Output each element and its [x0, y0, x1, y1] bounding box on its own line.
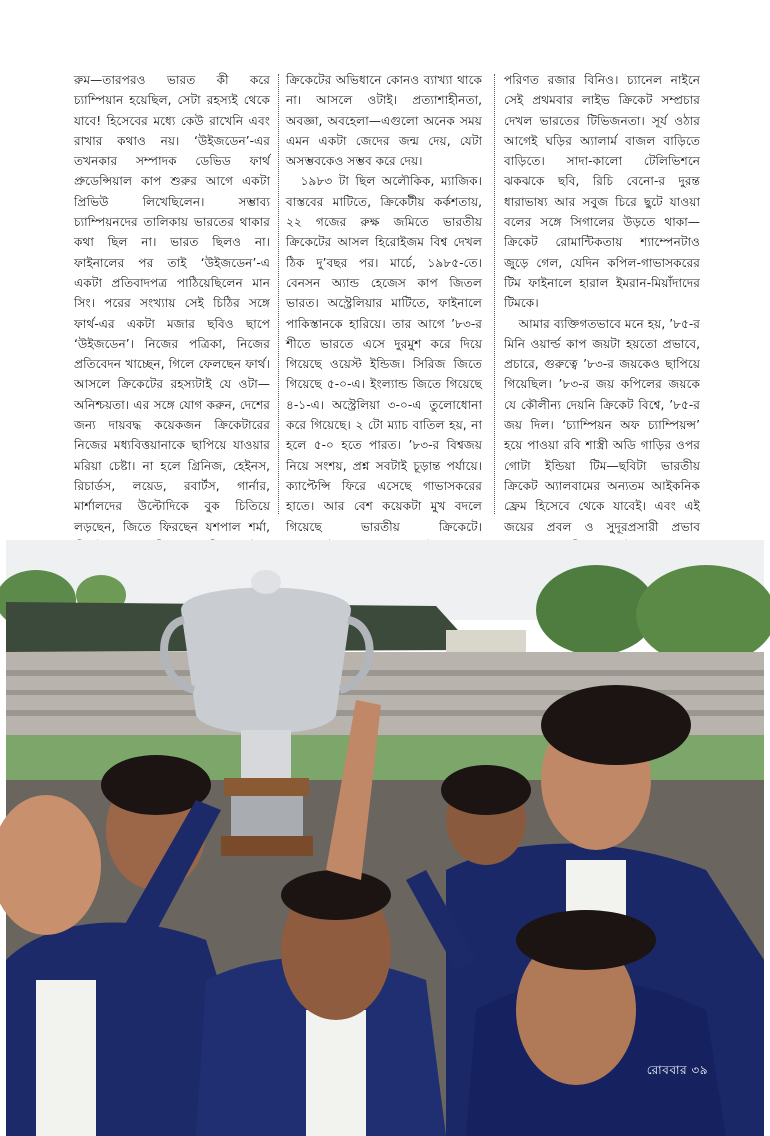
article-paragraph: রুম—তারপরও ভারত কী করে চ্যাম্পিয়ান হয়েছিল, সেটা রহস্যই থেকে যাবে! হিসেবের মধ্যে কেউ রাখেনি এবং রাখার কথাও নয়। ‘উইজডেন’-এর তখনকার সম্পাদক ডেভিড ফার্থ প্রুডেন্সিয়াল কাপ শুরুর আগে একটা প্রিভিউ লিখেছিলেন। সম্ভাব্য চ্যাম্পিয়নদের তালিকায় ভারতের থাকার কথা ছিল না। ভারত ছিলও না। ফাইনালের পর তাই ‘উইজডেন’-এ একটা প্রতিবাদপত্র পাঠিয়েছিলেন মান সিং। পরের সংখ্যায় সেই চিঠির সঙ্গে ফার্থ-এর একটা মজার ছবিও ছাপে ‘উইজডেন’। নিজের পত্রিকা, নিজের প্রতিবেদন খাচ্ছেন, গিলে ফেলছেন ফার্থ। আসলে ক্রিকেটের রহস্যটাই যে ওটা—অনিশ্চয়তা। এর সঙ্গে যোগ করুন, দেশের জন্য দায়বদ্ধ কয়েকজন ক্রিকেটারের নিজের মধ্যবিত্তয়ানাকে ছাপিয়ে যাওয়ার মরিয়া চেষ্টা। না হলে গ্রিনিজ, হেইনস, রিচার্ডস, লয়েড, রবার্টস, গার্নার, মার্শালদের উল্টোদিকে বুক চিতিয়ে লড়ছেন, জিতে ফিরছেন যশপাল শর্মা,: [74, 73, 270, 534]
article-column-1: [74, 70, 270, 534]
article-column-3: [504, 70, 700, 534]
article-paragraph: পরিণত রজার বিনিও। চ্যানেল নাইনে সেই প্রথমবার লাইভ ক্রিকেট সম্প্রচার দেখল ভারতের টিভিজনতা। সূর্য ওঠার আগেই ঘড়ির অ্যালার্ম বাজল বাড়িতে বাড়িতে। সাদা-কালো টেলিভিশনে ঝকঝকে ছবি, রিচি বেনো-র দুরন্ত ধারাভাষ্য আর সবুজ চিরে ছুটে যাওয়া বলের সঙ্গে সিগালের উড়তে থাকা—ক্রিকেট রোমান্টিকতায় শ্যাম্পেনটাও জুড়ে গেল, যেদিন কপিল-গাভাসকরের টিম ফাইনালে হারাল ইমরান-মিয়াঁদাদের টিমকে।: [504, 73, 700, 311]
column-divider: [278, 74, 279, 514]
team-trophy-photo: [6, 540, 764, 1136]
article-paragraph: ১৯৮৩ টা ছিল অলৌকিক, ম্যাজিক। বাস্তবের মাটিতে, ক্রিকেটীয় কর্কশতায়, ২২ গজের রুক্ষ জমিতে ভারতীয় ক্রিকেটের আসল হিরোইজম বিশ্ব দেখল ঠিক দু’বছর পর। মার্চে, ১৯৮৫-তে। বেনসন অ্যান্ড হেজেস কাপ জিতল ভারত। অস্ট্রেলিয়ার মাটিতে, ফাইনালে পাকিস্তানকে হারিয়ে। তার আগে ’৮৩-র শীতে ভারতে এসে দুরমুশ করে দিয়ে গিয়েছে ওয়েস্ট ইন্ডিজ। সিরিজ জিতে গিয়েছে ৫-০-এ। ইংল্যান্ড জিতে গিয়েছে ৪-১-এ। অস্ট্রেলিয়া ৩-০-এ তুলোধোনা করে গিয়েছে। ২ টো ম্যাচ বাতিল হয়, না হলে ৫-০ হতে পারত। ’৮৩-র বিশ্বজয় নিয়ে সংশয়, প্রশ্ন সবটাই চূড়ান্ত পর্যায়ে। ক্যাপ্টেন্সি ফিরে এসেছে গাভাসকরের হাতে। আর বেশ কয়েকটা মুখ বদলে গিয়েছে ভারতীয় ক্রিকেটে।: [286, 174, 482, 534]
column-divider: [494, 74, 495, 514]
page-footer: রোববার ৩৯: [646, 1063, 708, 1077]
article-paragraph: আমার ব্যক্তিগতভাবে মনে হয়, ’৮৫-র মিনি ওয়ার্ল্ড কাপ জয়টা হয়তো প্রভাবে, প্রচারে, গুরুত্বে ’৮৩-র জয়কেও ছাপিয়ে গিয়েছিল। ’৮৩-র জয় কপিলের জয়কে যে কৌলীন্য দেয়নি ক্রিকেট বিশ্বে, ’৮৫-র জয় দিল। ‘চ্যাম্পিয়ন অফ চ্যাম্পিয়ন্স’ হয়ে পাওয়া রবি শাস্ত্রী অডি গাড়ির ওপর গোটা ইন্ডিয়া টিম—ছবিটা ভারতীয় ক্রিকেট অ্যালবামের অন্যতম আইকনিক ফ্রেম হিসেবে থেকে যাবেই। এবং এই জয়ের প্রবল ও সুদূরপ্রসারী প্রভাব: [504, 316, 700, 534]
article-paragraph: ক্রিকেটের অভিধানে কোনও ব্যাখ্যা থাকে না। আসলে ওটাই। প্রত্যাশাহীনতা, অবজ্ঞা, অবহেলা—এগুলো অনেক সময় এমন একটা জেদের জন্ম দেয়, যেটা অসম্ভবকেও সম্ভব করে দেয়।: [286, 73, 482, 169]
article-column-2: [286, 70, 482, 534]
